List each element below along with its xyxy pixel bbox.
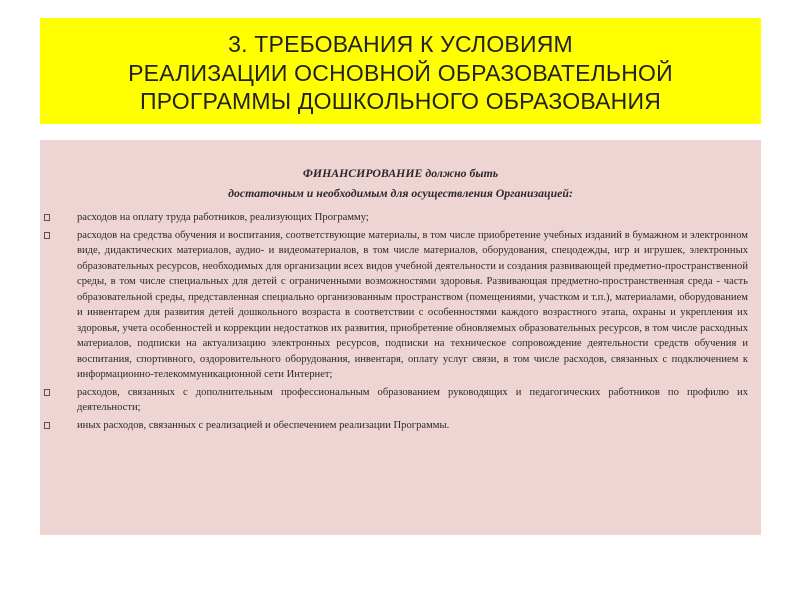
bullet-icon (44, 422, 50, 429)
list-item-text: расходов на оплату труда работников, реализующих Программу; (77, 212, 369, 223)
list-item-text: расходов на средства обучения и воспитания, соответствующие материалы, в том числе приобретение учебных изданий в бумажном и электронном виде, дидактических материалов, аудио- и видеоматериалов, в том числе материалов, оборудования, спецодежды, игр и игрушек, электронных образовательных ресурсов, необходимых для организации всех видов учебной деятельности и создания развивающей предметно-пространственной среды, в том числе специальных для детей с ограниченными возможностями здоровья. Развивающая предметно-пространственная среда - часть образовательной среды, представленная специально организованным пространством (помещениями, участком и т.п.), материалами, оборудованием и инвентарем для развития детей дошкольного возраста в соответствии с особенностями каждого возрастного этапа, охраны и укрепления их здоровья, учета особенностей и коррекции недостатков их развития, приобретение обновляемых образовательных ресурсов, в том числе расходных материалов, подписки на актуализацию электронных ресурсов, подписки на техническое сопровождение деятельности средств обучения и воспитания, спортивного, оздоровительного оборудования, инвентаря, оплату услуг связи, в том числе расходов, связанных с подключением к информационно-телекоммуникационной сети Интернет; (77, 229, 748, 380)
bullet-icon (44, 214, 50, 221)
financing-subheading: достаточным и необходимым для осуществления Организацией: (228, 186, 573, 200)
list-item (40, 418, 761, 434)
list-item (40, 385, 761, 416)
list-item (40, 228, 761, 383)
list-item (40, 210, 761, 226)
bullet-icon (44, 232, 50, 239)
financing-heading: ФИНАНСИРОВАНИЕ должно быть (302, 166, 499, 180)
slide-title (40, 18, 761, 124)
list-item-text: иных расходов, связанных с реализацией и обеспечением реализации Программы. (77, 419, 450, 431)
title-line-1: 3. ТРЕБОВАНИЯ К УСЛОВИЯМ (228, 31, 573, 57)
list-item-text: расходов, связанных с дополнительным профессиональным образованием руководящих и педагогических работников по профилю их деятельности; (77, 386, 748, 413)
content-panel (40, 140, 761, 535)
title-line-3: ПРОГРАММЫ ДОШКОЛЬНОГО ОБРАЗОВАНИЯ (139, 88, 662, 114)
title-line-2: РЕАЛИЗАЦИИ ОСНОВНОЙ ОБРАЗОВАТЕЛЬНОЙ (128, 59, 673, 86)
expense-list (40, 210, 761, 435)
bullet-icon (44, 389, 50, 396)
